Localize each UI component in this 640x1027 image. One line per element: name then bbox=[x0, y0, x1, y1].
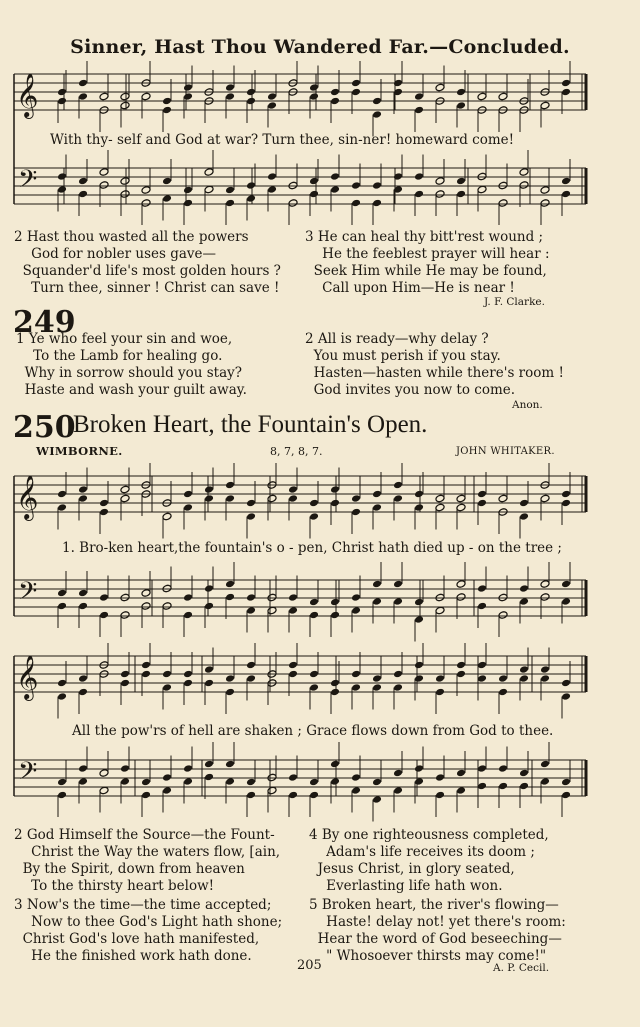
note-head bbox=[330, 88, 340, 97]
note-head bbox=[57, 692, 67, 701]
note-head bbox=[540, 760, 550, 769]
note-head bbox=[225, 580, 235, 589]
note-head bbox=[477, 499, 487, 508]
note-head bbox=[246, 778, 256, 787]
note-head bbox=[57, 791, 67, 800]
note-head bbox=[246, 499, 256, 508]
note-head bbox=[498, 611, 508, 620]
note-head bbox=[288, 593, 298, 602]
note-head bbox=[414, 106, 424, 115]
note-head bbox=[225, 494, 235, 503]
note-head bbox=[57, 778, 67, 787]
note-head bbox=[498, 199, 508, 208]
note-head bbox=[435, 606, 445, 615]
note-head bbox=[120, 190, 130, 199]
note-head bbox=[393, 494, 403, 503]
note-head bbox=[183, 593, 193, 602]
note-head bbox=[372, 778, 382, 787]
note-head bbox=[246, 606, 256, 615]
note-head bbox=[414, 661, 424, 670]
note-head bbox=[561, 79, 571, 88]
note-head bbox=[414, 92, 424, 101]
note-head bbox=[183, 670, 193, 679]
note-head bbox=[99, 786, 109, 795]
note-head bbox=[477, 661, 487, 670]
note-head bbox=[99, 508, 109, 517]
page-title: Sinner, Hast Thou Wandered Far.—Concluded. bbox=[70, 36, 570, 58]
note-head bbox=[372, 674, 382, 683]
note-head bbox=[204, 679, 214, 688]
hymn248-verse-3: 3 He can heal thy bitt'rest wound ; He the feeblest prayer will hear : Seek Him while He may be found, Call upon Him—He is near ! bbox=[305, 229, 550, 296]
note-head bbox=[561, 692, 571, 701]
hymn250-verse-5: 5 Broken heart, the river's flowing— Haste! delay not! yet there's room: Hear the word of God beseeching— " Whosoever thirsts may come!" bbox=[309, 897, 566, 964]
note-head bbox=[162, 786, 172, 795]
note-head bbox=[141, 186, 151, 195]
note-head bbox=[540, 665, 550, 674]
note-head bbox=[414, 777, 424, 786]
note-head bbox=[246, 512, 256, 521]
note-head bbox=[456, 88, 466, 97]
note-head bbox=[120, 92, 130, 101]
hymn248-verse-2: 2 Hast thou wasted all the powers God for nobler uses gave— Squander'd life's most golden hours ? Turn thee, sinner ! Christ can save ! bbox=[14, 229, 281, 296]
note-head bbox=[330, 679, 340, 688]
note-head bbox=[330, 688, 340, 697]
note-head bbox=[393, 786, 403, 795]
note-head bbox=[78, 602, 88, 611]
note-head bbox=[372, 97, 382, 106]
note-head bbox=[78, 494, 88, 503]
note-head bbox=[435, 177, 445, 186]
note-head bbox=[57, 185, 67, 194]
note-head bbox=[309, 177, 319, 186]
meter: 8, 7, 8, 7. bbox=[270, 445, 323, 458]
note-head bbox=[330, 777, 340, 786]
note-head bbox=[162, 773, 172, 782]
note-head bbox=[246, 593, 256, 602]
hymn249-verse-1: 1 Ye who feel your sin and woe, To the Lamb for healing go. Why in sorrow should you stay? Haste and wash your guilt away. bbox=[16, 331, 247, 398]
note-head bbox=[393, 580, 403, 589]
note-head bbox=[477, 584, 487, 593]
note-head bbox=[120, 494, 130, 503]
page-number: 205 bbox=[297, 958, 322, 973]
note-head bbox=[309, 611, 319, 620]
note-head bbox=[519, 782, 529, 791]
note-head bbox=[372, 795, 382, 804]
note-head bbox=[57, 503, 67, 512]
hymn250-verse-4: 4 By one righteousness completed, Adam's life receives its doom ; Jesus Christ, in glory seated, Everlasting life hath won. bbox=[309, 827, 549, 894]
note-head bbox=[225, 688, 235, 697]
note-head bbox=[561, 177, 571, 186]
note-head bbox=[393, 597, 403, 606]
note-head bbox=[330, 499, 340, 508]
note-head bbox=[456, 503, 466, 512]
note-head bbox=[99, 181, 109, 190]
note-head bbox=[561, 580, 571, 589]
note-head bbox=[288, 199, 298, 208]
note-head bbox=[204, 485, 214, 494]
note-head bbox=[435, 674, 445, 683]
note-head bbox=[183, 679, 193, 688]
note-head bbox=[477, 782, 487, 791]
note-head bbox=[330, 611, 340, 620]
note-head bbox=[267, 494, 277, 503]
note-head bbox=[78, 190, 88, 199]
note-head bbox=[456, 593, 466, 602]
treble-clef-icon: 𝄞 bbox=[16, 73, 39, 117]
note-head bbox=[519, 674, 529, 683]
note-head bbox=[225, 83, 235, 92]
note-head bbox=[309, 778, 319, 787]
note-head bbox=[330, 185, 340, 194]
note-head bbox=[162, 177, 172, 186]
note-head bbox=[57, 679, 67, 688]
note-head bbox=[456, 190, 466, 199]
note-head bbox=[78, 589, 88, 598]
note-head bbox=[225, 92, 235, 101]
note-head bbox=[162, 683, 172, 692]
note-head bbox=[414, 674, 424, 683]
note-head bbox=[57, 490, 67, 499]
note-head bbox=[435, 503, 445, 512]
note-head bbox=[540, 101, 550, 110]
note-head bbox=[456, 177, 466, 186]
note-head bbox=[183, 611, 193, 620]
note-head bbox=[204, 168, 214, 177]
note-head bbox=[288, 485, 298, 494]
note-head bbox=[414, 598, 424, 607]
note-head bbox=[288, 606, 298, 615]
note-head bbox=[309, 83, 319, 92]
bass-clef-icon: 𝄢 bbox=[18, 757, 38, 792]
treble-clef-icon: 𝄞 bbox=[16, 475, 39, 519]
note-head bbox=[435, 83, 445, 92]
note-head bbox=[183, 764, 193, 773]
note-head bbox=[456, 769, 466, 778]
note-head bbox=[246, 661, 256, 670]
note-head bbox=[393, 769, 403, 778]
note-head bbox=[246, 88, 256, 97]
note-head bbox=[540, 777, 550, 786]
note-head bbox=[435, 791, 445, 800]
note-head bbox=[225, 593, 235, 602]
note-head bbox=[204, 773, 214, 782]
note-head bbox=[414, 490, 424, 499]
note-head bbox=[330, 598, 340, 607]
note-head bbox=[561, 190, 571, 199]
note-head bbox=[99, 611, 109, 620]
note-head bbox=[288, 773, 298, 782]
note-head bbox=[309, 92, 319, 101]
note-head bbox=[477, 764, 487, 773]
note-head bbox=[414, 190, 424, 199]
note-head bbox=[246, 194, 256, 203]
note-head bbox=[309, 598, 319, 607]
note-head bbox=[372, 580, 382, 589]
note-head bbox=[120, 485, 130, 494]
note-head bbox=[519, 499, 529, 508]
note-head bbox=[456, 494, 466, 503]
note-head bbox=[78, 688, 88, 697]
note-head bbox=[267, 92, 277, 101]
note-head bbox=[99, 769, 109, 778]
note-head bbox=[561, 88, 571, 97]
note-head bbox=[477, 185, 487, 194]
note-head bbox=[351, 79, 361, 88]
note-head bbox=[393, 481, 403, 490]
hymn250-verse-3: 3 Now's the time—the time accepted; Now to thee God's Light hath shone; Christ God's love hath manifested, He the finished work hath done. bbox=[14, 897, 283, 964]
note-head bbox=[78, 79, 88, 88]
note-head bbox=[561, 490, 571, 499]
note-head bbox=[288, 661, 298, 670]
note-head bbox=[519, 597, 529, 606]
note-head bbox=[225, 199, 235, 208]
note-head bbox=[519, 769, 529, 778]
tune-name: WIMBORNE. bbox=[36, 444, 123, 458]
note-head bbox=[477, 490, 487, 499]
note-head bbox=[267, 172, 277, 181]
note-head bbox=[78, 485, 88, 494]
note-head bbox=[309, 512, 319, 521]
note-head bbox=[372, 597, 382, 606]
treble-clef-icon: 𝄞 bbox=[16, 655, 39, 699]
note-head bbox=[393, 683, 403, 692]
note-head bbox=[540, 674, 550, 683]
note-head bbox=[498, 688, 508, 697]
bass-clef-icon: 𝄢 bbox=[18, 577, 38, 612]
composer: JOHN WHITAKER. bbox=[456, 446, 555, 457]
note-head bbox=[141, 778, 151, 787]
note-head bbox=[309, 499, 319, 508]
bass-clef-icon: 𝄢 bbox=[18, 165, 38, 200]
note-head bbox=[162, 602, 172, 611]
note-head bbox=[456, 661, 466, 670]
note-head bbox=[351, 199, 361, 208]
note-head bbox=[204, 760, 214, 769]
note-head bbox=[183, 83, 193, 92]
note-head bbox=[477, 674, 487, 683]
note-head bbox=[519, 584, 529, 593]
note-head bbox=[477, 92, 487, 101]
note-head bbox=[561, 791, 571, 800]
note-head bbox=[435, 190, 445, 199]
hymn250-title: Broken Heart, the Fountain's Open. bbox=[73, 411, 428, 438]
note-head bbox=[309, 683, 319, 692]
note-head bbox=[435, 688, 445, 697]
note-head bbox=[120, 679, 130, 688]
note-head bbox=[162, 670, 172, 679]
note-head bbox=[351, 494, 361, 503]
note-head bbox=[561, 679, 571, 688]
note-head bbox=[267, 606, 277, 615]
note-head bbox=[57, 172, 67, 181]
hymn249-author: Anon. bbox=[512, 399, 543, 411]
hymn249-verse-2: 2 All is ready—why delay ? You must perish if you stay. Hasten—hasten while there's room ! God invites you now to come. bbox=[305, 331, 564, 398]
note-head bbox=[372, 503, 382, 512]
note-head bbox=[225, 777, 235, 786]
note-head bbox=[246, 181, 256, 190]
note-head bbox=[162, 194, 172, 203]
note-head bbox=[99, 168, 109, 177]
note-head bbox=[414, 764, 424, 773]
note-head bbox=[372, 199, 382, 208]
note-head bbox=[183, 503, 193, 512]
note-head bbox=[120, 611, 130, 620]
note-head bbox=[456, 786, 466, 795]
note-head bbox=[456, 101, 466, 110]
note-head bbox=[141, 589, 151, 598]
note-head bbox=[162, 106, 172, 115]
note-head bbox=[330, 97, 340, 106]
note-head bbox=[162, 97, 172, 106]
hymn-number-250: 250 bbox=[13, 410, 76, 445]
note-head bbox=[351, 88, 361, 97]
note-head bbox=[561, 778, 571, 787]
note-head bbox=[267, 101, 277, 110]
hymn-number-249: 249 bbox=[13, 305, 76, 340]
note-head bbox=[477, 602, 487, 611]
note-head bbox=[351, 606, 361, 615]
note-head bbox=[141, 199, 151, 208]
note-head bbox=[57, 88, 67, 97]
note-head bbox=[351, 181, 361, 190]
hymn250-lyric-1: 1. Bro-ken heart,the fountain's o - pen, Christ hath died up - on the tree ; bbox=[62, 540, 562, 556]
note-head bbox=[99, 499, 109, 508]
note-head bbox=[540, 593, 550, 602]
note-head bbox=[120, 177, 130, 186]
note-head bbox=[288, 791, 298, 800]
note-head bbox=[540, 494, 550, 503]
note-head bbox=[372, 110, 382, 119]
note-head bbox=[519, 168, 529, 177]
system1-lyric: With thy- self and God at war? Turn thee, sin-ner! homeward come! bbox=[50, 132, 515, 148]
note-head bbox=[99, 92, 109, 101]
note-head bbox=[246, 674, 256, 683]
note-head bbox=[141, 661, 151, 670]
note-head bbox=[309, 791, 319, 800]
note-head bbox=[78, 777, 88, 786]
note-head bbox=[246, 97, 256, 106]
note-head bbox=[414, 172, 424, 181]
note-head bbox=[288, 670, 298, 679]
note-head bbox=[435, 494, 445, 503]
note-head bbox=[540, 199, 550, 208]
note-head bbox=[267, 185, 277, 194]
note-head bbox=[351, 786, 361, 795]
note-head bbox=[120, 101, 130, 110]
note-head bbox=[435, 773, 445, 782]
note-head bbox=[204, 584, 214, 593]
note-head bbox=[351, 593, 361, 602]
hymn250-verse-2: 2 God Himself the Source—the Fount- Christ the Way the waters flow, [ain, By the Spirit, down from heaven To the thirsty heart below! bbox=[14, 827, 281, 894]
note-head bbox=[498, 764, 508, 773]
note-head bbox=[372, 490, 382, 499]
note-head bbox=[78, 177, 88, 186]
note-head bbox=[330, 760, 340, 769]
note-head bbox=[246, 791, 256, 800]
note-head bbox=[204, 602, 214, 611]
note-head bbox=[57, 602, 67, 611]
note-head bbox=[393, 670, 403, 679]
note-head bbox=[288, 494, 298, 503]
note-head bbox=[351, 670, 361, 679]
note-head bbox=[204, 665, 214, 674]
note-head bbox=[162, 512, 172, 521]
note-head bbox=[99, 593, 109, 602]
note-head bbox=[225, 760, 235, 769]
note-head bbox=[498, 494, 508, 503]
note-head bbox=[309, 670, 319, 679]
note-head bbox=[183, 92, 193, 101]
note-head bbox=[78, 674, 88, 683]
note-head bbox=[120, 777, 130, 786]
note-head bbox=[540, 580, 550, 589]
note-head bbox=[498, 92, 508, 101]
note-head bbox=[204, 494, 214, 503]
note-head bbox=[183, 490, 193, 499]
note-head bbox=[183, 777, 193, 786]
note-head bbox=[183, 199, 193, 208]
note-head bbox=[414, 503, 424, 512]
note-head bbox=[141, 670, 151, 679]
note-head bbox=[120, 764, 130, 773]
note-head bbox=[456, 580, 466, 589]
note-head bbox=[561, 597, 571, 606]
note-head bbox=[57, 97, 67, 106]
hymn250-author: A. P. Cecil. bbox=[493, 962, 550, 974]
note-head bbox=[225, 674, 235, 683]
note-head bbox=[141, 92, 151, 101]
note-head bbox=[309, 190, 319, 199]
note-head bbox=[351, 773, 361, 782]
note-head bbox=[141, 602, 151, 611]
note-head bbox=[141, 791, 151, 800]
note-head bbox=[330, 172, 340, 181]
note-head bbox=[225, 186, 235, 195]
note-head bbox=[414, 615, 424, 624]
note-head bbox=[351, 683, 361, 692]
note-head bbox=[372, 683, 382, 692]
note-head bbox=[57, 589, 67, 598]
hymn248-author: J. F. Clarke. bbox=[484, 296, 545, 308]
note-head bbox=[78, 92, 88, 101]
note-head bbox=[519, 512, 529, 521]
note-head bbox=[498, 782, 508, 791]
note-head bbox=[519, 665, 529, 674]
note-head bbox=[519, 181, 529, 190]
note-head bbox=[456, 670, 466, 679]
note-head bbox=[120, 670, 130, 679]
note-head bbox=[351, 508, 361, 517]
note-head bbox=[372, 181, 382, 190]
note-head bbox=[204, 185, 214, 194]
note-head bbox=[561, 499, 571, 508]
note-head bbox=[330, 485, 340, 494]
note-head bbox=[78, 764, 88, 773]
note-head bbox=[540, 186, 550, 195]
note-head bbox=[183, 186, 193, 195]
hymn250-lyric-2: All the pow'rs of hell are shaken ; Grace flows down from God to thee. bbox=[72, 723, 554, 739]
note-head bbox=[267, 786, 277, 795]
note-head bbox=[498, 674, 508, 683]
note-head bbox=[225, 481, 235, 490]
